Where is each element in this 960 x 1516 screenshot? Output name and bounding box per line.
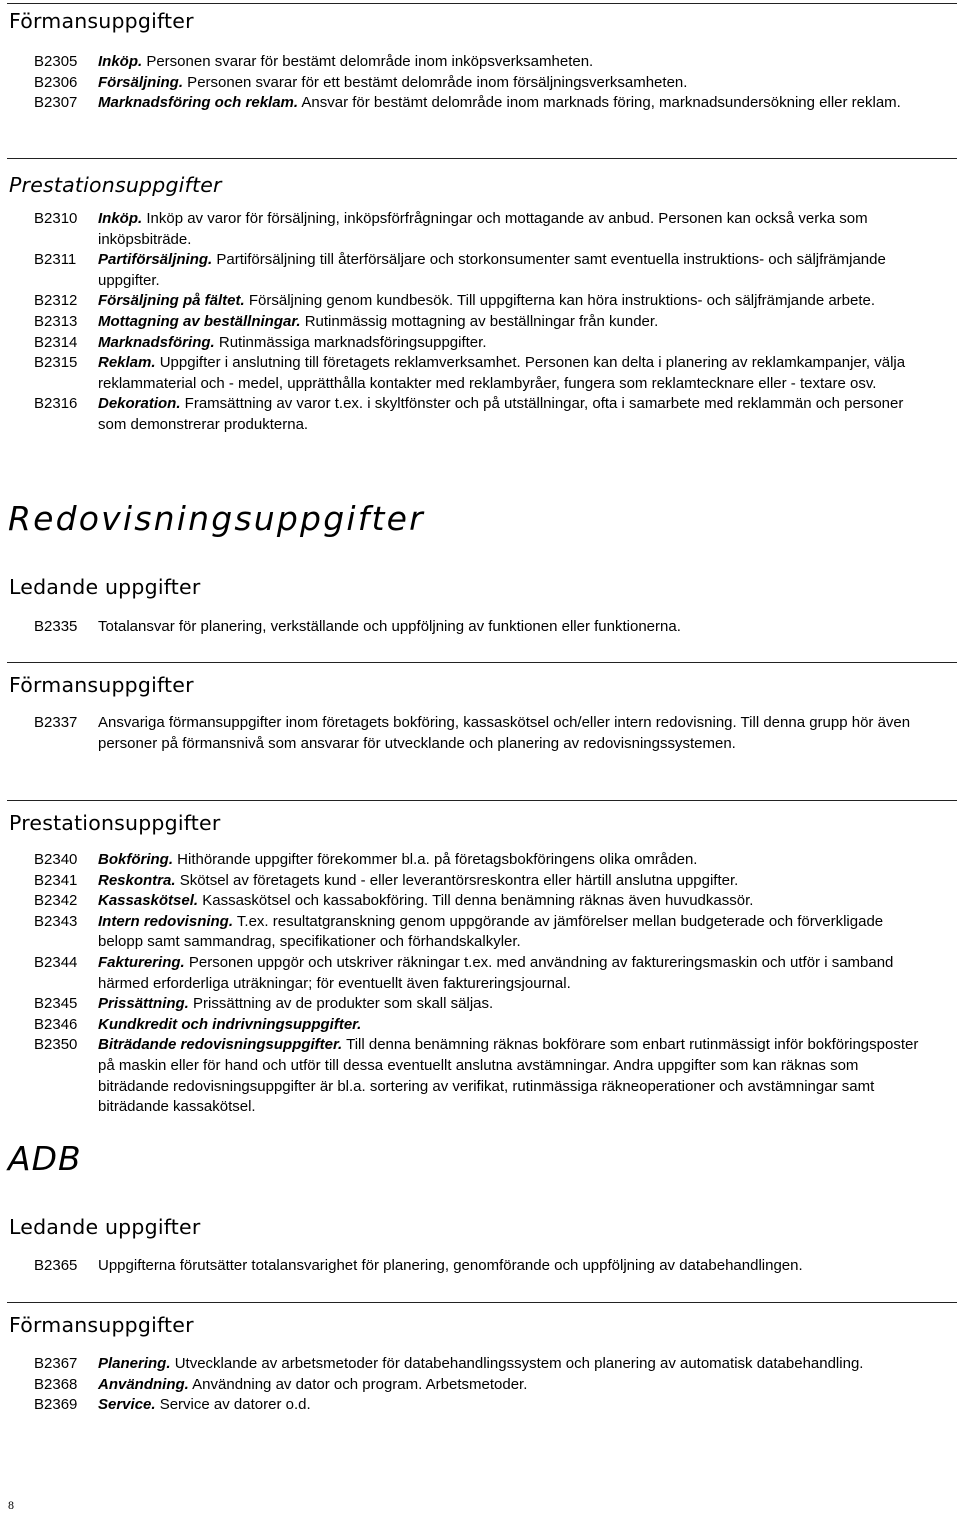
- entry-description: [98, 250, 924, 291]
- entry-term: Kundkredit och indrivningsuppgifter.: [98, 1015, 362, 1033]
- entry-description: [98, 394, 924, 435]
- entry-description: [98, 713, 924, 754]
- entry-code: B2335: [34, 618, 78, 635]
- entry-text: Framsättning av varor t.ex. i skyltfönster och på utställningar, ofta i samarbete med reklammän och personer som demonstrerar produkterna.: [98, 395, 904, 433]
- entry-code: B2343: [34, 912, 78, 930]
- section-heading: Förmansuppgifter: [9, 9, 194, 33]
- main-heading: ADB: [8, 1139, 82, 1178]
- entry-term: Inköp.: [98, 53, 143, 70]
- entry-description: [98, 617, 924, 638]
- entry-code: B2307: [34, 94, 78, 112]
- entry-text: Hithörande uppgifter förekommer bl.a. på företagsbokföringens olika områden.: [173, 851, 698, 868]
- entry-list: [34, 1256, 934, 1277]
- entry-term: Service.: [98, 1396, 156, 1414]
- entry-term: Försäljning.: [98, 73, 184, 91]
- entry-text: Totalansvar för planering, verkställande och uppföljning av funktionen eller funktionerna.: [98, 618, 681, 635]
- section-rule: [7, 662, 957, 663]
- section-heading: Förmansuppgifter: [9, 673, 194, 697]
- entry-code: B2367: [34, 1355, 78, 1372]
- entry-description: [98, 209, 924, 250]
- entry-code: B2313: [34, 312, 78, 330]
- entry-row: [34, 912, 924, 953]
- entry-text: Skötsel av företagets kund - eller leverantörsreskontra eller härtill anslutna uppgifter.: [175, 871, 739, 889]
- entry-code: B2337: [34, 714, 78, 731]
- entry-row: [34, 353, 924, 394]
- entry-description: [98, 1395, 924, 1416]
- entry-term: Användning.: [98, 1375, 189, 1393]
- entry-code: B2342: [34, 892, 78, 910]
- entry-row: [34, 312, 924, 333]
- entry-row: [34, 871, 924, 892]
- main-heading: Redovisningsuppgifter: [8, 499, 425, 538]
- section-rule: [7, 1302, 957, 1303]
- entry-code: B2312: [34, 292, 78, 310]
- entry-row: [34, 209, 924, 250]
- entry-row: [34, 73, 924, 94]
- entry-code: B2350: [34, 1036, 78, 1054]
- entry-text: Försäljning genom kundbesök. Till uppgifterna kan höra instruktions- och säljfrämjande arbete.: [244, 292, 876, 310]
- entry-text: Utvecklande av arbetsmetoder för databehandlingssystem och planering av automatisk databehandling.: [170, 1355, 864, 1372]
- section-rule: [7, 3, 957, 4]
- entry-term: Biträdande redovisningsuppgifter.: [98, 1036, 343, 1054]
- entry-term: Intern redovisning.: [98, 912, 234, 930]
- entry-row: [34, 891, 924, 912]
- entry-list: [34, 617, 924, 638]
- entry-text: Kassaskötsel och kassabokföring. Till denna benämning räknas även huvudkassör.: [198, 892, 754, 910]
- entry-text: Uppgifter i anslutning till företagets reklamverksamhet. Personen kan delta i planering av reklamkampanjer, välja reklammaterial och - medel, upprätthålla kontakter med reklambyråer, fungera som reklamtecknare eller - textare osv.: [98, 354, 906, 392]
- entry-text: Inköp av varor för försäljning, inköpsförfrågningar och mottagande av anbud. Personen kan också verka som inköpsbiträde.: [98, 210, 868, 248]
- entry-row: [34, 1015, 924, 1036]
- entry-text: Uppgifterna förutsätter totalansvarighet för planering, genomförande och uppföljning av databehandlingen.: [98, 1257, 803, 1274]
- entry-code: B2341: [34, 871, 78, 889]
- entry-row: [34, 1256, 934, 1277]
- entry-term: Kassaskötsel.: [98, 892, 199, 910]
- entry-term: Mottagning av beställningar.: [98, 312, 301, 330]
- entry-code: B2306: [34, 73, 78, 91]
- entry-text: Rutinmässig mottagning av beställningar från kunder.: [300, 312, 659, 330]
- entry-term: Bokföring.: [98, 851, 173, 868]
- entry-code: B2345: [34, 995, 78, 1013]
- entry-code: B2368: [34, 1375, 78, 1393]
- entry-row: [34, 250, 924, 291]
- entry-row: [34, 1354, 924, 1375]
- entry-description: [98, 353, 924, 394]
- entry-code: B2316: [34, 395, 78, 413]
- entry-row: [34, 93, 924, 114]
- entry-description: [98, 312, 924, 333]
- entry-text: Partiförsäljning till återförsäljare och storkonsumenter samt eventuella instruktions- och säljfrämjande uppgifter.: [98, 251, 886, 289]
- entry-description: [98, 93, 924, 114]
- entry-code: B2369: [34, 1396, 78, 1414]
- entry-list: [34, 209, 924, 436]
- entry-term: Partiförsäljning.: [98, 251, 213, 269]
- entry-term: Fakturering.: [98, 953, 185, 971]
- entry-description: [98, 291, 924, 312]
- entry-code: B2315: [34, 354, 78, 372]
- entry-code: B2346: [34, 1015, 78, 1033]
- entry-list: [34, 713, 924, 754]
- entry-term: Prissättning.: [98, 995, 189, 1013]
- entry-description: [98, 1375, 924, 1396]
- entry-row: [34, 1035, 924, 1117]
- entry-text: Prissättning av de produkter som skall säljas.: [188, 995, 494, 1013]
- entry-text: Användning av dator och program. Arbetsmetoder.: [188, 1375, 528, 1393]
- entry-description: [98, 871, 924, 892]
- entry-term: Reklam.: [98, 354, 156, 372]
- entry-text: Personen uppgör och utskriver räkningar t.ex. med användning av faktureringsmaskin och utför i samband härmed erforderliga uträkningar; för eventuellt även faktureringsjournal.: [98, 953, 894, 992]
- entry-code: B2310: [34, 210, 78, 227]
- entry-code: B2365: [34, 1257, 78, 1274]
- entry-row: [34, 953, 924, 994]
- entry-text: Personen svarar för ett bestämt delområde inom försäljningsverksamheten.: [183, 73, 688, 91]
- entry-description: [98, 953, 924, 994]
- section-rule: [7, 800, 957, 801]
- entry-code: B2305: [34, 53, 78, 70]
- entry-term: Dekoration.: [98, 395, 181, 413]
- entry-term: Inköp.: [98, 210, 143, 227]
- entry-text: Ansvar för bestämt delområde inom marknads föring, marknadsundersökning eller reklam.: [298, 94, 901, 112]
- entry-term: Marknadsföring.: [98, 333, 215, 351]
- entry-text: Service av datorer o.d.: [155, 1396, 311, 1414]
- entry-description: [98, 1354, 924, 1375]
- entry-description: [98, 891, 924, 912]
- entry-list: [34, 1354, 924, 1416]
- entry-row: [34, 291, 924, 312]
- entry-term: Marknadsföring och reklam.: [98, 94, 299, 112]
- entry-row: [34, 1395, 924, 1416]
- entry-row: [34, 617, 924, 638]
- entry-text: Personen svarar för bestämt delområde inom inköpsverksamheten.: [142, 53, 594, 70]
- entry-term: Planering.: [98, 1355, 171, 1372]
- entry-code: B2340: [34, 851, 78, 868]
- section-heading: Prestationsuppgifter: [9, 173, 222, 197]
- entry-description: [98, 1256, 934, 1277]
- entry-description: [98, 1015, 924, 1036]
- entry-description: [98, 994, 924, 1015]
- entry-text: T.ex. resultatgranskning genom uppgörande av jämförelser mellan budgeterade och förverkligade belopp samt sammandrag, specifikationer och förhandskalkyler.: [98, 912, 884, 951]
- section-heading: Ledande uppgifter: [9, 1215, 201, 1239]
- entry-text: Rutinmässiga marknadsföringsuppgifter.: [214, 333, 487, 351]
- entry-code: B2314: [34, 333, 78, 351]
- entry-list: [34, 850, 924, 1118]
- entry-description: [98, 850, 924, 871]
- entry-description: [98, 333, 924, 354]
- page-number: 8: [8, 1498, 14, 1512]
- entry-term: Försäljning på fältet.: [98, 292, 245, 310]
- entry-list: [34, 52, 924, 114]
- entry-term: Reskontra.: [98, 871, 176, 889]
- entry-row: [34, 52, 924, 73]
- entry-text: Ansvariga förmansuppgifter inom företagets bokföring, kassaskötsel och/eller intern redovisning. Till denna grupp hör även personer på förmansnivå som ansvarar för utvecklande och planering av redovisningssystemen.: [98, 714, 911, 752]
- section-rule: [7, 158, 957, 159]
- section-heading: Ledande uppgifter: [9, 575, 201, 599]
- entry-description: [98, 912, 924, 953]
- entry-row: [34, 394, 924, 435]
- entry-description: [98, 73, 924, 94]
- entry-description: [98, 52, 924, 73]
- entry-row: [34, 713, 924, 754]
- entry-row: [34, 850, 924, 871]
- entry-description: [98, 1035, 924, 1117]
- entry-row: [34, 994, 924, 1015]
- section-heading: Förmansuppgifter: [9, 1313, 194, 1337]
- entry-text: Till denna benämning räknas bokförare som enbart rutinmässigt inför bokföringsposter på maskin eller för hand och utför till dessa eventuellt anslutna avstämningar. Andra uppgifter som kan räknas som biträdande redovisningsuppgifter är bl.a. sortering av verifikat, rutinmässiga räkneoperationer och avstämningar samt biträdande kassakötsel.: [98, 1036, 919, 1116]
- entry-row: [34, 333, 924, 354]
- entry-row: [34, 1375, 924, 1396]
- entry-code: B2311: [34, 251, 77, 269]
- entry-code: B2344: [34, 953, 78, 971]
- section-heading: Prestationsuppgifter: [9, 811, 221, 835]
